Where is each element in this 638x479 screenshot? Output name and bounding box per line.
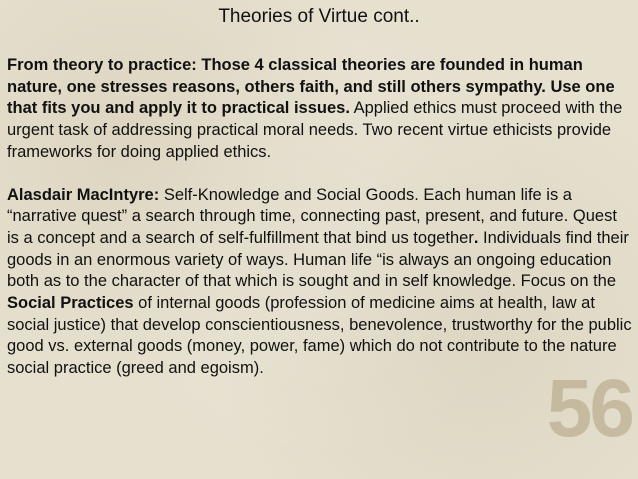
paragraph-bold-intro: From theory to practice: Those 4 classical theories are founded in human nature, one stresses reasons, others faith, and still others sympathy. Use one that fits you and apply it to practical issues. [7, 56, 615, 118]
social-practices-term: Social Practices [7, 294, 134, 313]
macintyre-text-1: Self-Knowledge and Social Goods. Each human life is a “narrative quest” a search through time, connecting past, present, and future. Quest is a concept and a search of self-fulfillment that bind us together [7, 185, 617, 247]
paragraph-macintyre [7, 185, 633, 380]
macintyre-text-2: Individuals find their goods in an enormous variety of ways. Human life “is always an ongoing education both as to the character of that which is sought and in self knowledge. Focus on the [7, 228, 629, 291]
paragraph-applied-ethics: Applied ethics must proceed with the urgent task of addressing practical moral needs. Two recent virtue ethicists provide frameworks for doing applied ethics. [7, 99, 623, 161]
slide-body [7, 55, 633, 380]
slide-title: Theories of Virtue cont.. [218, 6, 420, 27]
author-name: Alasdair MacIntyre: [7, 185, 160, 204]
macintyre-text-3: of internal goods (profession of medicine aims at health, law at social justice) that develop conscientiousness, benevolence, trustworthy for the public good vs. external goods (money, power, fame) which do not contribute to the nature social practice (greed and egoism). [7, 294, 632, 378]
slide-number-watermark: 56 [546, 363, 632, 454]
paragraph-theory-to-practice [7, 55, 633, 164]
bold-period: . [473, 228, 479, 247]
